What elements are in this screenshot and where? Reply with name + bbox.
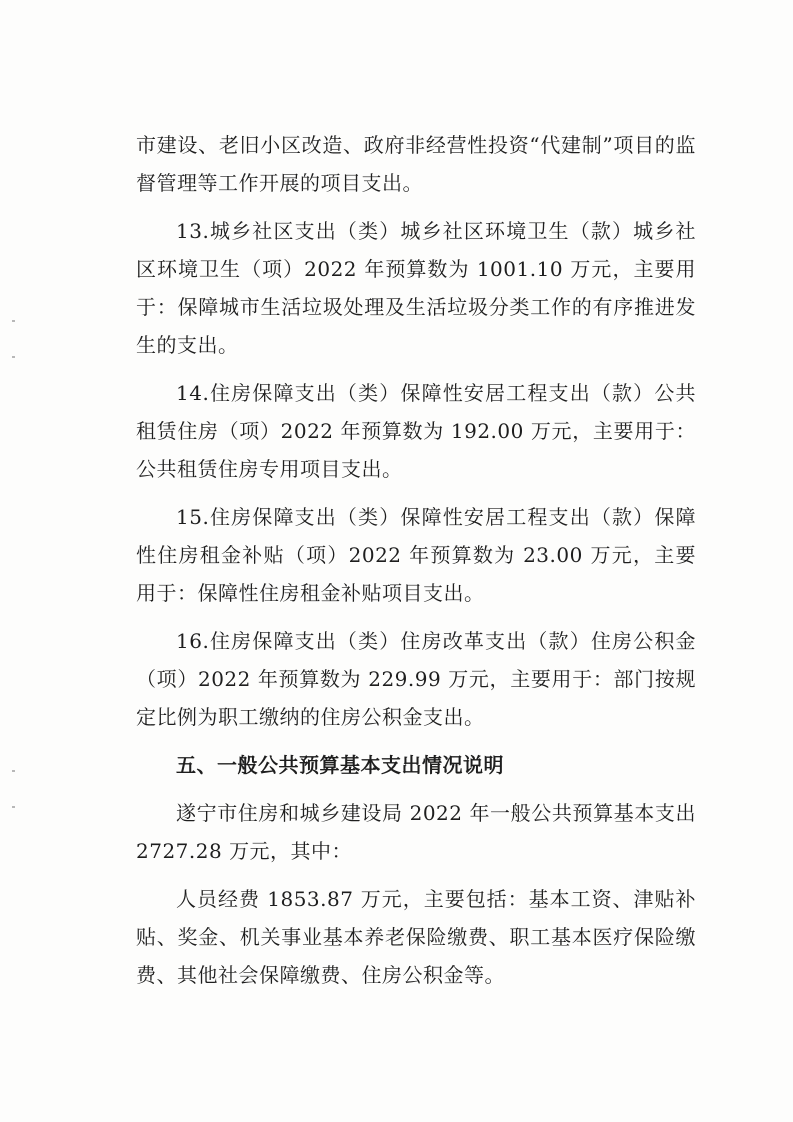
paragraph-personnel-expenses: 人员经费 1853.87 万元，主要包括：基本工资、津贴补贴、奖金、机关事业基本养老保险缴费、职工基本医疗保险缴费、其他社会保障缴费、住房公积金等。	[136, 887, 696, 987]
paragraph-item-13: 13.城乡社区支出（类）城乡社区环境卫生（款）城乡社区环境卫生（项）2022 年预算数为 1001.10 万元，主要用于：保障城市生活垃圾处理及生活垃圾分类工作的有序推进发生的支出。	[136, 219, 696, 357]
paragraph-item-16: 16.住房保障支出（类）住房改革支出（款）住房公积金（项）2022 年预算数为 229.99 万元，主要用于：部门按规定比例为职工缴纳的住房公积金支出。	[136, 629, 696, 729]
scan-mark	[12, 806, 15, 808]
paragraph-continuation: 市建设、老旧小区改造、政府非经营性投资“代建制”项目的监督管理等工作开展的项目支出。	[136, 133, 696, 195]
paragraph-item-15: 15.住房保障支出（类）保障性安居工程支出（款）保障性住房租金补贴（项）2022 年预算数为 23.00 万元，主要用于：保障性住房租金补贴项目支出。	[136, 505, 696, 605]
scan-mark	[12, 356, 15, 358]
section-heading: 五、一般公共预算基本支出情况说明	[176, 753, 504, 777]
scan-mark	[12, 770, 15, 772]
scan-mark	[12, 320, 15, 322]
document-body	[136, 126, 696, 1004]
paragraph-item-14: 14.住房保障支出（类）保障性安居工程支出（款）公共租赁住房（项）2022 年预算数为 192.00 万元，主要用于：公共租赁住房专用项目支出。	[136, 381, 696, 481]
paragraph-basic-expenditure: 遂宁市住房和城乡建设局 2022 年一般公共预算基本支出 2727.28 万元，其中：	[136, 801, 696, 863]
